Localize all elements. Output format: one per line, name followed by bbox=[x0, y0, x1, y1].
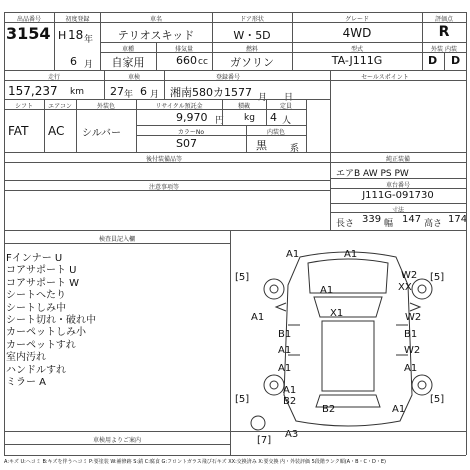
dealer-note-label: 車検用よりご案内 bbox=[92, 437, 141, 444]
shaken-year-unit: 年 bbox=[124, 90, 134, 100]
length-value: 339 bbox=[362, 214, 382, 225]
code-rear-b2-left: B2 bbox=[283, 396, 297, 407]
inspector-note-item: ミラー A bbox=[6, 377, 47, 388]
recycle-fee: 9,970 bbox=[176, 111, 208, 124]
mirror-right bbox=[410, 303, 420, 311]
code-front-5-right: [5] bbox=[430, 272, 445, 283]
width-label: 幅 bbox=[384, 219, 394, 229]
ext-grade: D bbox=[428, 54, 438, 67]
inspector-note-item: コアサポート U bbox=[6, 265, 77, 277]
wheel-rear-left bbox=[264, 375, 284, 395]
sales-point-label: セールスポイント bbox=[361, 74, 409, 81]
model-label: 型式 bbox=[350, 46, 363, 53]
code-hood-x1: X1 bbox=[330, 308, 344, 319]
ext-color-label: 外装色 bbox=[96, 103, 115, 110]
reg-day-unit: 日 bbox=[284, 93, 294, 103]
shaken-label: 車検 bbox=[127, 74, 140, 81]
equipment: エアB AW PS PW bbox=[336, 169, 409, 179]
fuel-label: 燃料 bbox=[245, 46, 258, 53]
first-reg-month-unit: 月 bbox=[84, 60, 94, 70]
first-reg-year: 18 bbox=[68, 28, 84, 42]
code-hood-a1: A1 bbox=[320, 285, 334, 296]
inspector-note-item: シート切れ・破れ中 bbox=[6, 315, 96, 326]
wheel-front-right bbox=[412, 279, 432, 299]
after-install-label: 後付装備品等 bbox=[145, 156, 182, 163]
first-reg-month: 6 bbox=[70, 55, 77, 68]
code-front-5-left: [5] bbox=[235, 272, 250, 283]
ac-type: AC bbox=[48, 124, 65, 138]
door-shape-label: ドア形状 bbox=[240, 16, 264, 23]
recycle-unit: 円 bbox=[215, 116, 225, 126]
code-front-a1-left: A1 bbox=[286, 249, 300, 260]
code-rear-a1-right: A1 bbox=[392, 404, 406, 415]
code-tail-7: [7] bbox=[257, 435, 272, 446]
shift-label: シフト bbox=[14, 103, 33, 110]
load-unit: kg bbox=[244, 113, 255, 123]
inspector-note-item: シートへたり bbox=[6, 290, 66, 302]
int-grade: D bbox=[451, 54, 461, 67]
reg-month-unit: 月 bbox=[258, 93, 268, 103]
int-color-unit: 系 bbox=[290, 144, 300, 154]
ac-label: エアコン bbox=[48, 103, 72, 110]
code-fender-right: W2 bbox=[405, 312, 422, 323]
use-type: 自家用 bbox=[111, 56, 145, 69]
car-body-outline bbox=[284, 252, 412, 426]
code-fender-left: A1 bbox=[251, 312, 265, 323]
lot-no-label: 出品番号 bbox=[16, 16, 41, 23]
first-reg-year-unit: 年 bbox=[84, 35, 94, 45]
code-door-left-a1: A1 bbox=[278, 345, 292, 356]
code-rear-a1-left: A1 bbox=[283, 385, 297, 396]
width-value: 147 bbox=[402, 214, 422, 225]
shaken-month-unit: 月 bbox=[150, 90, 160, 100]
int-color: 黒 bbox=[256, 139, 267, 152]
code-tail-5-right: [5] bbox=[430, 394, 445, 405]
shaken-month: 6 bbox=[140, 85, 147, 98]
inspector-note-item: ハンドルすれ bbox=[6, 364, 66, 376]
recycle-label: リサイクル預託金 bbox=[155, 103, 203, 110]
fuel-type: ガソリン bbox=[230, 56, 274, 69]
reg-number: 湘南580カ1577 bbox=[170, 86, 252, 99]
notes-label: 注意事項等 bbox=[148, 184, 179, 191]
frame-number: J111G-091730 bbox=[362, 190, 434, 201]
inspector-note-item: カーペットしみ小 bbox=[6, 327, 86, 339]
inspector-note-item: シートしみ中 bbox=[6, 302, 66, 314]
inspector-note-item: 室内汚れ bbox=[6, 352, 46, 364]
door-shape: W・5D bbox=[233, 29, 271, 42]
displacement: 660 bbox=[176, 54, 197, 67]
height-label: 高さ bbox=[424, 219, 443, 229]
grade-label: グレード bbox=[344, 16, 369, 23]
wheel-rear-right bbox=[412, 375, 432, 395]
mileage-label: 走行 bbox=[47, 74, 60, 81]
model-code: TA-J111G bbox=[331, 54, 383, 67]
length-label: 長さ bbox=[336, 219, 355, 229]
spare-tire bbox=[251, 416, 265, 430]
roof-outline bbox=[322, 321, 374, 391]
ext-color: シルバー bbox=[82, 128, 122, 139]
color-code: S07 bbox=[176, 137, 197, 150]
car-name: テリオスキッド bbox=[117, 29, 195, 42]
frame-no-label: 車台番号 bbox=[385, 182, 410, 189]
capacity: 4 bbox=[270, 111, 277, 124]
code-qtr-left: A1 bbox=[278, 363, 292, 374]
inspector-label: 検査員記入欄 bbox=[98, 236, 135, 243]
int-color-label: 内装色 bbox=[266, 129, 285, 136]
era: H bbox=[58, 29, 67, 42]
ext-int-label: 外装 内装 bbox=[431, 46, 457, 53]
mirror-left bbox=[276, 303, 286, 311]
lot-number: 3154 bbox=[6, 24, 51, 43]
code-tail-a3: A3 bbox=[285, 429, 299, 440]
eval-point-label: 評価点 bbox=[434, 16, 453, 23]
dimensions-label: 寸法 bbox=[391, 207, 404, 214]
grade: 4WD bbox=[342, 26, 372, 40]
windshield-outline bbox=[314, 297, 382, 317]
score: R bbox=[438, 24, 450, 40]
inspector-note-item: Fインナー U bbox=[6, 253, 63, 264]
reg-no-label: 登録番号 bbox=[215, 74, 240, 81]
shaken-year: 27 bbox=[110, 85, 124, 98]
mileage: 157,237 bbox=[8, 84, 58, 98]
capacity-label: 定員 bbox=[279, 103, 292, 110]
inspector-note-item: カーペットすれ bbox=[6, 339, 76, 351]
inspector-note-item: コアサポート W bbox=[6, 277, 80, 289]
capacity-unit: 人 bbox=[282, 116, 292, 126]
equipment-label: 純正装備 bbox=[385, 156, 410, 163]
legend: A:キズ U:ヘコミ B:キズを伴うヘコミ P:要塗装 W:補修跡 S:錆 C:腐食 G:フロントガラス飛び石キズ XX:交換済み X:要交換 内・外装評価 5段階ランク順(A・B・C・D・E) bbox=[4, 459, 386, 465]
use-label: 車種 bbox=[121, 46, 134, 53]
code-qtr-right: A1 bbox=[404, 363, 418, 374]
shift-type: FAT bbox=[8, 124, 29, 138]
color-no-label: カラーNo bbox=[177, 129, 205, 136]
load-label: 積載 bbox=[237, 103, 250, 110]
mileage-unit: km bbox=[70, 87, 84, 97]
code-front-xx: XX bbox=[398, 282, 412, 293]
code-door-left-b1: B1 bbox=[278, 329, 292, 340]
code-door-right-b1: B1 bbox=[404, 329, 418, 340]
displacement-label: 排気量 bbox=[174, 46, 193, 53]
code-rear-b2: B2 bbox=[322, 404, 336, 415]
code-front-ww: W2 bbox=[401, 270, 418, 281]
displacement-unit: cc bbox=[198, 57, 208, 67]
first-reg-label: 初度登録 bbox=[65, 16, 90, 23]
height-value: 174 bbox=[448, 214, 468, 225]
code-door-right-w2: W2 bbox=[404, 345, 421, 356]
code-front-a1-right: A1 bbox=[344, 249, 358, 260]
car-name-label: 車名 bbox=[149, 16, 162, 23]
wheel-front-left bbox=[264, 279, 284, 299]
code-tail-5-left: [5] bbox=[235, 394, 250, 405]
